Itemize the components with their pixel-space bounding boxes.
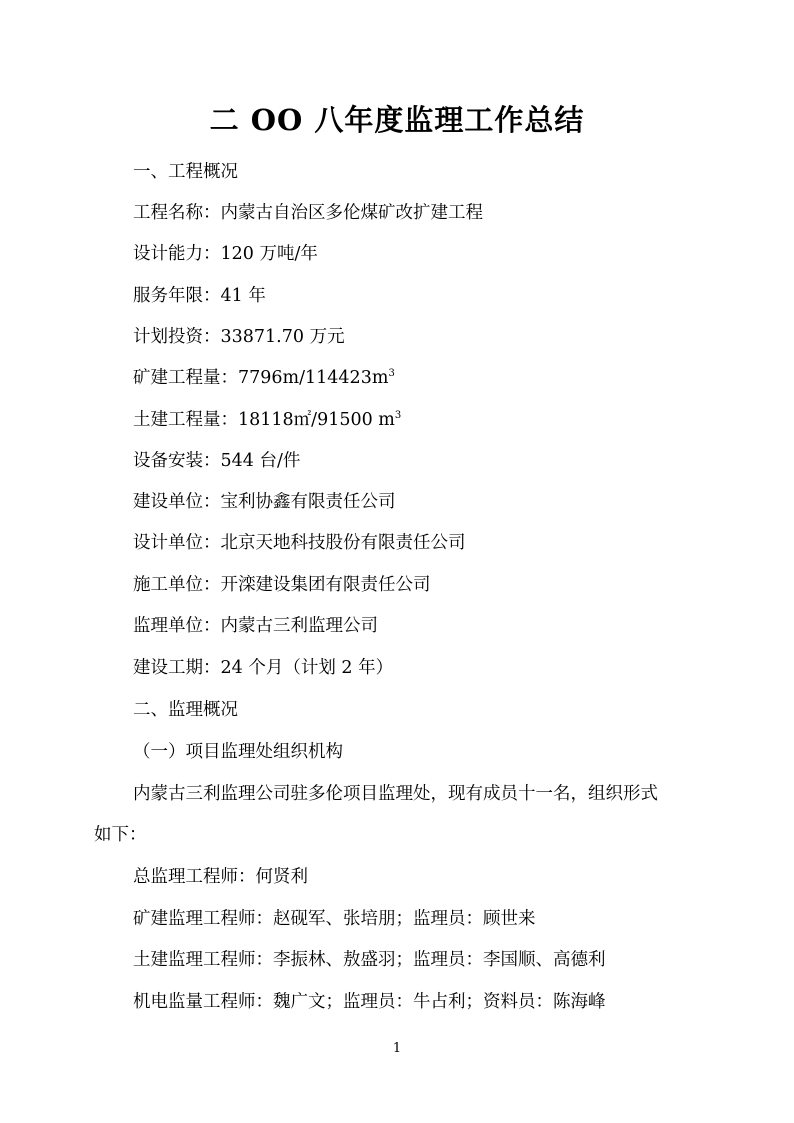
planned-investment-line: 计划投资：33871.70 万元 bbox=[133, 327, 345, 347]
subsection-heading-organization: （一）项目监理处组织机构 bbox=[133, 742, 343, 762]
civil-volume-superscript: 3 bbox=[394, 410, 402, 422]
page-number: 1 bbox=[392, 1041, 402, 1056]
document-title: 二 OO 八年度监理工作总结 bbox=[209, 103, 585, 137]
contractor-unit-line: 施工单位：开滦建设集团有限责任公司 bbox=[133, 575, 431, 595]
section-heading-project-overview: 一、工程概况 bbox=[133, 162, 238, 182]
service-life-line: 服务年限：41 年 bbox=[133, 286, 266, 306]
construction-unit-line: 建设单位：宝利协鑫有限责任公司 bbox=[133, 492, 396, 512]
design-unit-line: 设计单位：北京天地科技股份有限责任公司 bbox=[133, 533, 466, 553]
construction-period-line: 建设工期：24 个月（计划 2 年） bbox=[133, 658, 394, 678]
organization-paragraph: 内蒙古三利监理公司驻多伦项目监理处，现有成员十一名，组织形式 bbox=[133, 784, 658, 804]
civil-engineers-line: 土建监理工程师：李振林、敖盛羽；监理员：李国顺、高德利 bbox=[133, 950, 606, 970]
section-heading-supervision-overview: 二、监理概况 bbox=[133, 700, 238, 720]
mine-construction-volume-line bbox=[133, 367, 395, 389]
civil-construction-volume-text: 土建工程量：18118㎡/91500 m bbox=[133, 410, 395, 430]
mine-volume-superscript: 3 bbox=[388, 368, 395, 380]
electromechanical-engineers-line: 机电监量工程师：魏广文；监理员：牛占利；资料员：陈海峰 bbox=[133, 992, 606, 1012]
mine-construction-volume-text: 矿建工程量：7796m/114423m bbox=[133, 368, 389, 388]
chief-engineer-line: 总监理工程师：何贤利 bbox=[133, 867, 308, 887]
equipment-installation-line: 设备安装：544 台/件 bbox=[133, 451, 301, 471]
supervision-unit-line: 监理单位：内蒙古三利监理公司 bbox=[133, 616, 378, 636]
design-capacity-line: 设计能力：120 万吨/年 bbox=[133, 244, 318, 264]
civil-construction-volume-line bbox=[133, 409, 401, 431]
project-name-line: 工程名称：内蒙古自治区多伦煤矿改扩建工程 bbox=[133, 203, 483, 223]
organization-paragraph-continued: 如下： bbox=[94, 825, 147, 845]
mine-engineers-line: 矿建监理工程师：赵砚军、张培朋；监理员：顾世来 bbox=[133, 909, 536, 929]
